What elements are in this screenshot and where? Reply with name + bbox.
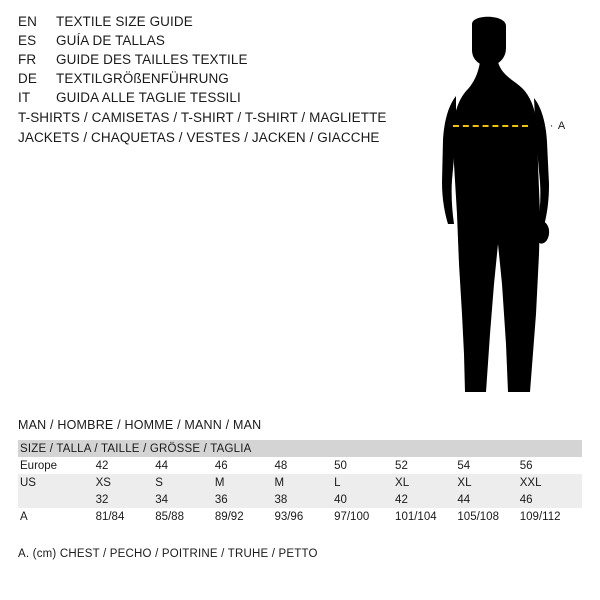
row-label-europe: Europe [20,459,58,472]
cell-value: 56 [519,459,533,472]
cell-value: 46 [519,493,533,506]
language-code: EN [18,14,37,29]
cell-value: L [334,476,341,489]
language-row [18,71,358,90]
row-label-us-numeric [18,491,96,508]
size-table [18,440,582,525]
table-section-title: MAN / HOMBRE / HOMME / MANN / MAN [18,418,262,432]
cell-value: 42 [395,493,408,506]
language-title: TEXTILE SIZE GUIDE [56,14,193,29]
cell-value: 54 [457,459,471,472]
language-code: IT [18,90,31,105]
cell-value: 52 [395,459,408,472]
cell-value: 105/108 [457,510,499,523]
cell-value: 32 [95,493,109,506]
table-row [18,457,582,474]
language-code: ES [18,33,37,48]
language-title: GUÍA DE TALLAS [56,33,165,48]
cell-value: M [274,476,285,489]
garment-category-list [18,110,418,150]
cell-value: S [155,476,163,489]
language-row [18,90,358,109]
cell-value: XS [95,476,111,489]
cell-value: 81/84 [95,510,125,523]
language-title: TEXTILGRÖßENFÜHRUNG [56,71,229,86]
cell-value: XXL [519,476,542,489]
language-row [18,14,358,33]
garment-category-tshirts: T-SHIRTS / CAMISETAS / T-SHIRT / T-SHIRT / MAGLIETTE [18,110,387,125]
table-row [18,491,582,508]
cell-value: 44 [457,493,471,506]
cell-value: XL [395,476,410,489]
measurement-footnote: A. (cm) CHEST / PECHO / POITRINE / TRUHE / PETTO [18,548,318,560]
language-title: GUIDE DES TAILLES TEXTILE [56,52,248,67]
language-row [18,33,358,52]
language-code: FR [18,52,37,67]
cell-value: XL [457,476,472,489]
cell-value: 89/92 [214,510,244,523]
cell-value: 97/100 [334,510,370,523]
cell-value: 85/88 [155,510,184,523]
table-header-row [18,440,582,457]
language-list [18,14,358,109]
cell-value: M [214,476,225,489]
male-silhouette-icon [410,14,590,404]
cell-value: 44 [155,459,168,472]
table-row [18,474,582,491]
chest-measure-label: · · A [541,120,567,132]
cell-value: 109/112 [519,510,561,523]
language-title: GUIDA ALLE TAGLIE TESSILI [56,90,241,105]
male-figure-illustration [410,14,590,404]
cell-value: 36 [214,493,228,506]
language-row [18,52,358,71]
row-label-a: A [20,510,28,523]
table-header-label: SIZE / TALLA / TAILLE / GRÖSSE / TAGLIA [20,442,252,455]
cell-value: 101/104 [395,510,437,523]
cell-value: 34 [155,493,168,506]
cell-value: 50 [334,459,347,472]
garment-category-jackets: JACKETS / CHAQUETAS / VESTES / JACKEN / GIACCHE [18,130,380,145]
chest-measure-line [453,125,528,127]
cell-value: 48 [274,459,288,472]
row-label-us: US [20,476,36,489]
cell-value: 40 [334,493,347,506]
language-code: DE [18,71,37,86]
cell-value: 46 [214,459,228,472]
table-row [18,508,582,525]
cell-value: 42 [95,459,109,472]
cell-value: 93/96 [274,510,304,523]
cell-value: 38 [274,493,288,506]
